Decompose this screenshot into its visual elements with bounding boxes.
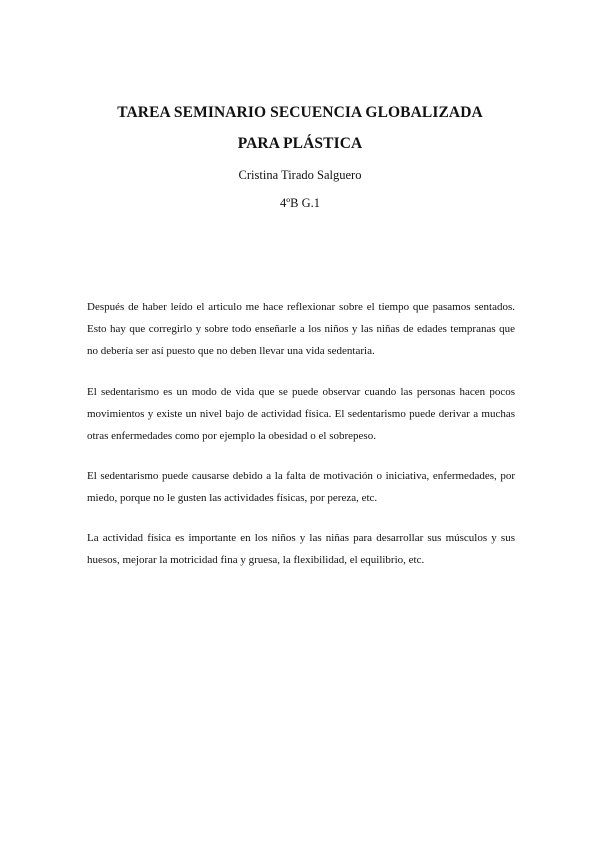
author-name: Cristina Tirado Salguero: [238, 168, 362, 182]
paragraph-1: Después de haber leído el articulo me hace reflexionar sobre el tiempo que pasamos sentados. Esto hay que corregirlo y sobre todo enseñarle a los niños y las niñas de edades tempranas que no debería ser así puesto que no deben llevar una vida sedentaria.: [87, 301, 515, 357]
class-group: 4ºB G.1: [280, 196, 320, 210]
paragraph-3: El sedentarismo puede causarse debido a la falta de motivación o iniciativa, enfermedades, por miedo, porque no le gusten las actividades físicas, por pereza, etc.: [87, 470, 515, 504]
paragraph-2: El sedentarismo es un modo de vida que se puede observar cuando las personas hacen pocos movimientos y existe un nivel bajo de actividad física. El sedentarismo puede derivar a muchas otras enfermedades como por ejemplo la obesidad o el sobrepeso.: [87, 386, 515, 442]
paragraph-4: La actividad física es importante en los niños y las niñas para desarrollar sus músculos y sus huesos, mejorar la motricidad fina y gruesa, la flexibilidad, el equilibrio, etc.: [87, 532, 515, 566]
document-title-line-2: PARA PLÁSTICA: [237, 135, 363, 152]
document-title-line-1: TAREA SEMINARIO SECUENCIA GLOBALIZADA: [117, 104, 483, 121]
